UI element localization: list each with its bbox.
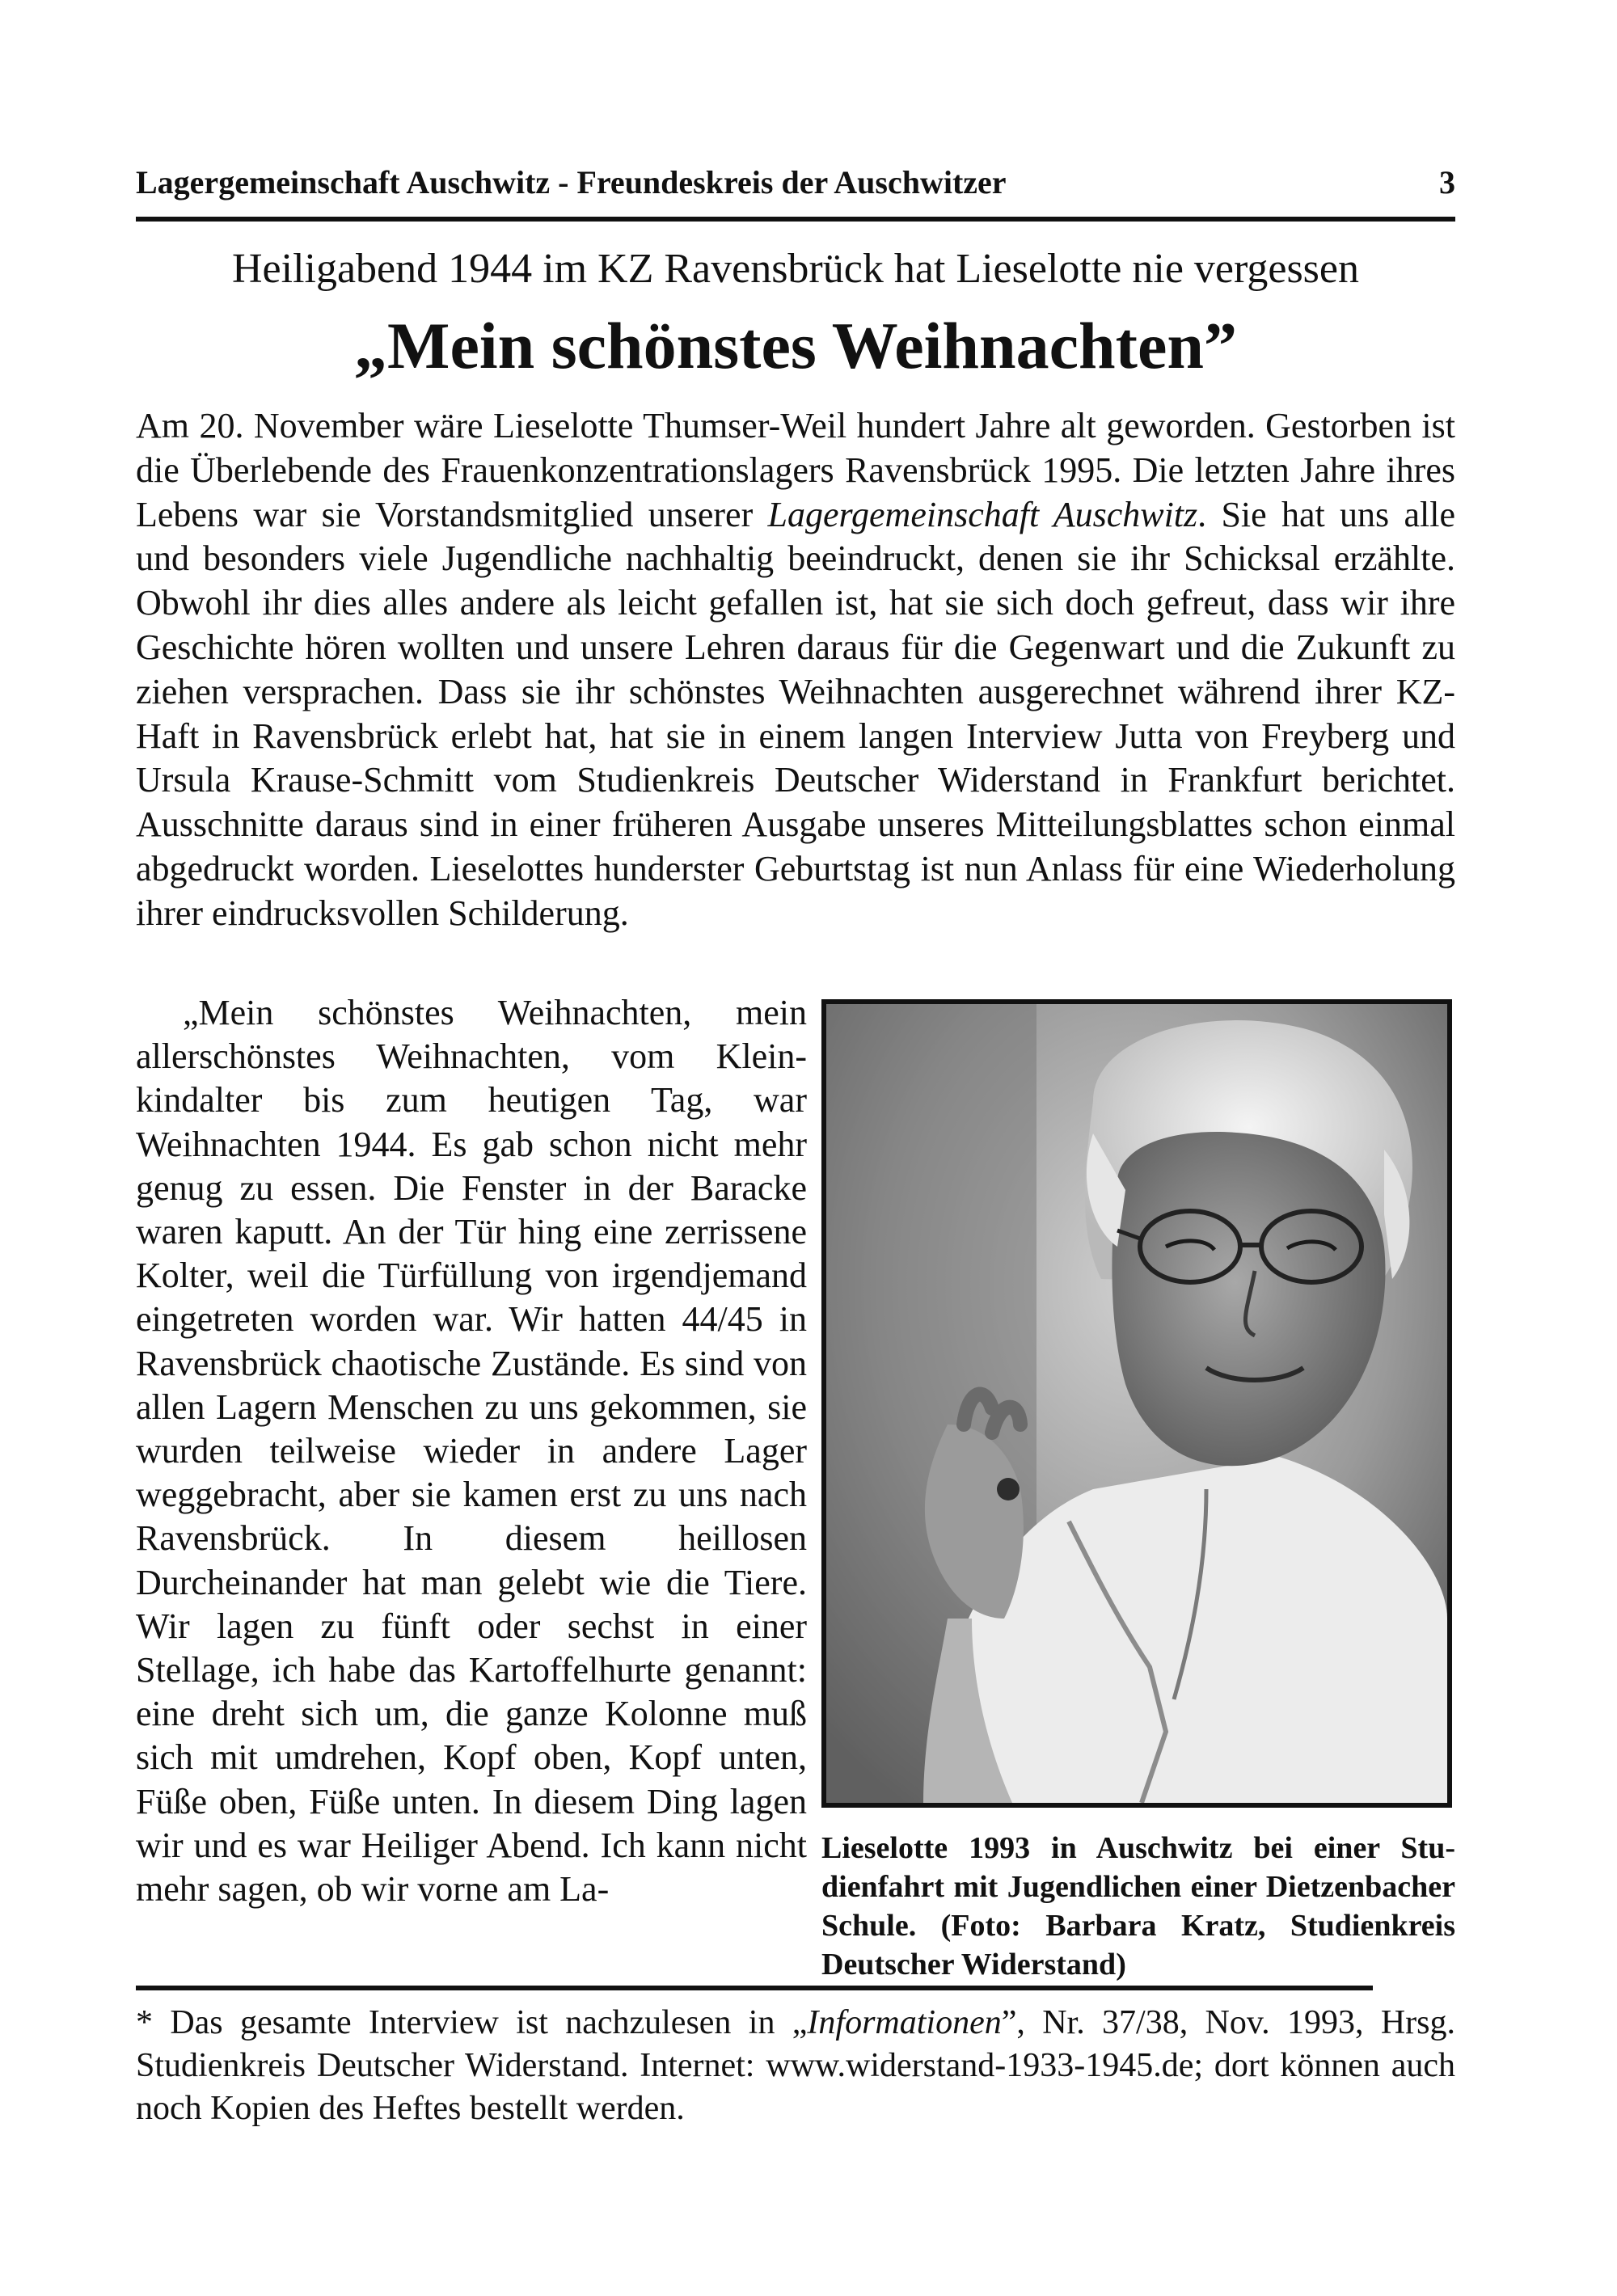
portrait-illustration: [826, 1004, 1447, 1803]
intro-text-part-1: Am 20. November wäre Lieselotte Thumser-Weil hundert Jahre alt geworden. Gestorben ist die Überlebende des Frauenkonzentrationslagers Ravensbrück 1995. Die letzten Jahre ihres Lebens war sie Vorstandsmitglied unserer: [136, 406, 1455, 534]
interview-quote: „Mein schönstes Weihnachten, mein allerschönstes Weihnachten, vom Kleinkindalter bis zum heutigen Tag, war Weihnachten 1944. Es gab schon nicht mehr genug zu essen. Die Fenster in der Baracke waren kaputt. An der Tür hing eine zerrissene Kolter, weil die Türfüllung von irgendjemand eingetreten worden war. Wir hatten 44/45 in Ravensbrück chaotische Zustände. Es sind von allen Lagern Menschen zu uns gekommen, sie wurden teilweise wieder in andere Lager weggebracht, aber sie kamen erst zu uns nach Ravensbrück. In diesem heillosen Durcheinander hat man gelebt wie die Tiere. Wir lagen zu fünft oder sechst in einer Stellage, ich habe das Kartoffelhurte genannt: eine dreht sich um, die ganze Kolonne muß sich mit umdrehen, Kopf oben, Kopf unten, Füße oben, Füße unten. In diesem Ding lagen wir und es war Heiliger Abend. Ich kann nicht mehr sagen, ob wir vorne am La-: [136, 993, 807, 1910]
article-title: „Mein schönstes Weihnachten”: [354, 309, 1237, 382]
page-header: [136, 160, 1455, 222]
footnote-prefix: * Das gesamte Interview ist nachzulesen in „: [136, 2004, 808, 2041]
footnote-publication: Informationen: [807, 2004, 1002, 2041]
photo-caption: Lieselotte 1993 in Auschwitz bei einer Studienfahrt mit Jugendlichen einer Dietzenbacher Schule. (Foto: Barbara Kratz, Studienkreis Deutscher Widerstand): [821, 1831, 1455, 1982]
intro-text-part-2: . Sie hat uns alle und besonders viele Jugendliche nachhaltig beeindruckt, denen sie ihr Schicksal erzählte. Obwohl ihr dies alles andere als leicht gefallen ist, hat sie sich doch gefreut, dass wir ihre Geschichte hören wollten und unsere Lehren daraus für die Gegenwart und die Zukunft zu ziehen versprachen. Dass sie ihr schönstes Weihnachten ausgerechnet während ihrer KZ-Haft in Ravensbrück erlebt hat, hat sie in einem langen Interview Jutta von Freyberg und Ursula Krause-Schmitt vom Studienkreis Deutscher Widerstand in Frankfurt berichtet. Ausschnitte daraus sind in einer früheren Ausgabe unseres Mitteilungsblattes schon einmal abgedruckt worden. Lieselottes hunderster Geburtstag ist nun Anlass für eine Wiederholung ihrer eindrucksvollen Schilderung.: [136, 494, 1455, 933]
portrait-photo: [821, 999, 1452, 1808]
footnote: [136, 2002, 1455, 2130]
publication-title: Lagergemeinschaft Auschwitz - Freundeskreis der Auschwitzer: [136, 164, 1007, 200]
footnote-suffix: ”, Nr. 37/38, Nov. 1993, Hrsg. Studienkreis Deutscher Widerstand. Internet: www.widerstand-1933-1945.de; dort können auch noch Kopien des Heftes bestellt werden.: [136, 2004, 1455, 2127]
page-number: 3: [1439, 164, 1455, 200]
article-subtitle: Heiligabend 1944 im KZ Ravensbrück hat Lieselotte nie vergessen: [232, 246, 1359, 292]
footnote-divider: [136, 1986, 1373, 1990]
article-intro: [136, 404, 1455, 936]
intro-organization: Lagergemeinschaft Auschwitz: [767, 494, 1198, 534]
